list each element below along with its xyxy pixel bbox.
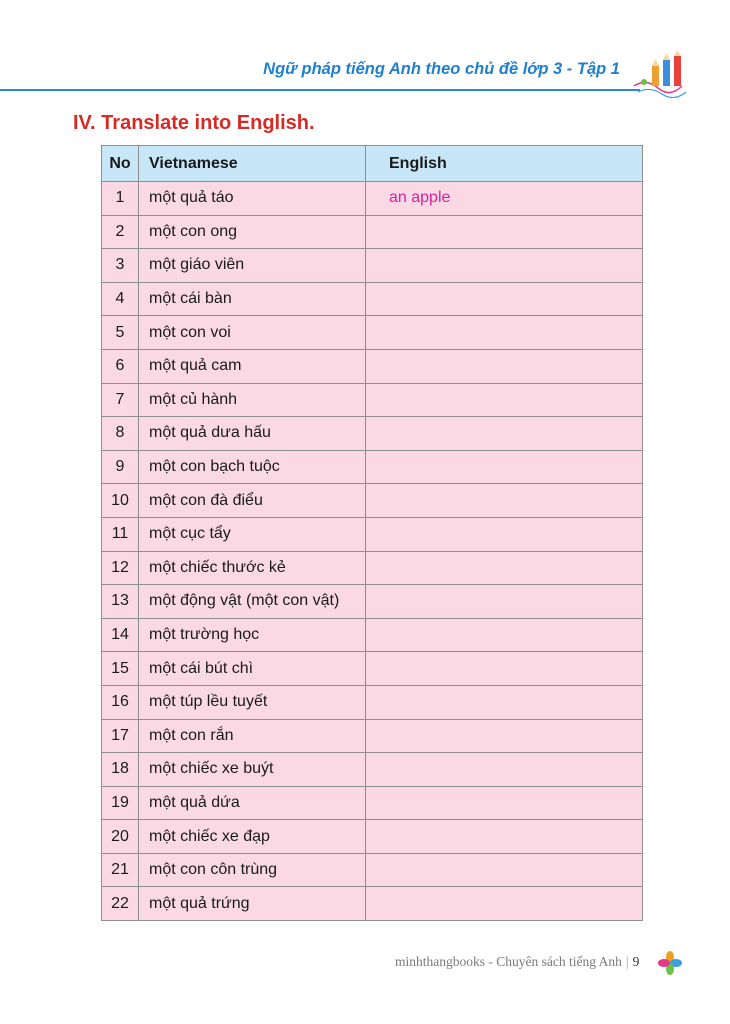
table-row <box>102 349 643 383</box>
english-answer <box>366 585 643 619</box>
vietnamese-phrase: một túp lều tuyết <box>139 685 366 719</box>
table-row <box>102 517 643 551</box>
row-number: 1 <box>102 182 139 216</box>
row-number: 21 <box>102 853 139 887</box>
vietnamese-phrase: một động vật (một con vật) <box>139 585 366 619</box>
table-row <box>102 685 643 719</box>
book-title: Ngữ pháp tiếng Anh theo chủ đề lớp 3 - Tập 1 <box>263 60 620 78</box>
row-number: 3 <box>102 249 139 283</box>
column-header-vietnamese: Vietnamese <box>139 146 366 182</box>
row-number: 2 <box>102 215 139 249</box>
vietnamese-phrase: một con côn trùng <box>139 853 366 887</box>
english-answer <box>366 417 643 451</box>
table-row <box>102 484 643 518</box>
row-number: 20 <box>102 820 139 854</box>
vietnamese-phrase: một con voi <box>139 316 366 350</box>
row-number: 6 <box>102 349 139 383</box>
vietnamese-phrase: một con bạch tuộc <box>139 450 366 484</box>
english-answer <box>366 349 643 383</box>
table-row <box>102 820 643 854</box>
table-row <box>102 215 643 249</box>
flower-logo-icon <box>658 951 682 975</box>
table-row <box>102 450 643 484</box>
row-number: 7 <box>102 383 139 417</box>
english-answer <box>366 450 643 484</box>
column-header-english: English <box>366 146 643 182</box>
vietnamese-phrase: một quả dứa <box>139 786 366 820</box>
row-number: 13 <box>102 585 139 619</box>
table-row <box>102 753 643 787</box>
row-number: 15 <box>102 652 139 686</box>
vietnamese-phrase: một chiếc xe đạp <box>139 820 366 854</box>
vietnamese-phrase: một giáo viên <box>139 249 366 283</box>
table-row <box>102 853 643 887</box>
column-header-no: No <box>102 146 139 182</box>
vietnamese-phrase: một trường học <box>139 618 366 652</box>
vietnamese-phrase: một quả dưa hấu <box>139 417 366 451</box>
vietnamese-phrase: một chiếc thước kẻ <box>139 551 366 585</box>
english-answer <box>366 215 643 249</box>
english-answer <box>366 182 643 216</box>
english-answer <box>366 618 643 652</box>
table-row <box>102 719 643 753</box>
row-number: 22 <box>102 887 139 921</box>
english-answer <box>366 853 643 887</box>
table-row <box>102 417 643 451</box>
english-answer <box>366 753 643 787</box>
row-number: 17 <box>102 719 139 753</box>
translation-table <box>101 145 643 921</box>
section-title: IV. Translate into English. <box>73 112 315 134</box>
row-number: 4 <box>102 282 139 316</box>
table-row <box>102 282 643 316</box>
english-answer <box>366 282 643 316</box>
english-answer <box>366 652 643 686</box>
english-answer <box>366 551 643 585</box>
row-number: 18 <box>102 753 139 787</box>
vietnamese-phrase: một cái bàn <box>139 282 366 316</box>
table-header-row <box>102 146 643 182</box>
english-answer-text: an apple <box>389 189 451 207</box>
row-number: 9 <box>102 450 139 484</box>
english-answer <box>366 484 643 518</box>
table-row <box>102 585 643 619</box>
english-answer <box>366 249 643 283</box>
row-number: 19 <box>102 786 139 820</box>
table-row <box>102 249 643 283</box>
vietnamese-phrase: một chiếc xe buýt <box>139 753 366 787</box>
row-number: 12 <box>102 551 139 585</box>
table-row <box>102 316 643 350</box>
english-answer <box>366 383 643 417</box>
row-number: 5 <box>102 316 139 350</box>
row-number: 11 <box>102 517 139 551</box>
english-answer <box>366 316 643 350</box>
english-answer <box>366 820 643 854</box>
vietnamese-phrase: một củ hành <box>139 383 366 417</box>
table-row <box>102 786 643 820</box>
table-row <box>102 182 643 216</box>
vietnamese-phrase: một con ong <box>139 215 366 249</box>
table-row <box>102 551 643 585</box>
table-row <box>102 887 643 921</box>
table-row <box>102 652 643 686</box>
vietnamese-phrase: một quả táo <box>139 182 366 216</box>
row-number: 16 <box>102 685 139 719</box>
english-answer <box>366 517 643 551</box>
vietnamese-phrase: một cái bút chì <box>139 652 366 686</box>
row-number: 10 <box>102 484 139 518</box>
header-rule <box>0 89 640 91</box>
table-row <box>102 383 643 417</box>
footer-separator: | <box>625 954 629 969</box>
english-answer <box>366 887 643 921</box>
footer <box>395 954 639 970</box>
row-number: 8 <box>102 417 139 451</box>
publisher-name: minhthangbooks - Chuyên sách tiếng Anh <box>395 954 622 969</box>
english-answer <box>366 719 643 753</box>
vietnamese-phrase: một cục tẩy <box>139 517 366 551</box>
vietnamese-phrase: một con rắn <box>139 719 366 753</box>
vietnamese-phrase: một quả cam <box>139 349 366 383</box>
vietnamese-phrase: một quả trứng <box>139 887 366 921</box>
pencils-icon <box>632 50 694 98</box>
row-number: 14 <box>102 618 139 652</box>
vietnamese-phrase: một con đà điểu <box>139 484 366 518</box>
english-answer <box>366 685 643 719</box>
english-answer <box>366 786 643 820</box>
page-number: 9 <box>632 954 640 969</box>
table-row <box>102 618 643 652</box>
